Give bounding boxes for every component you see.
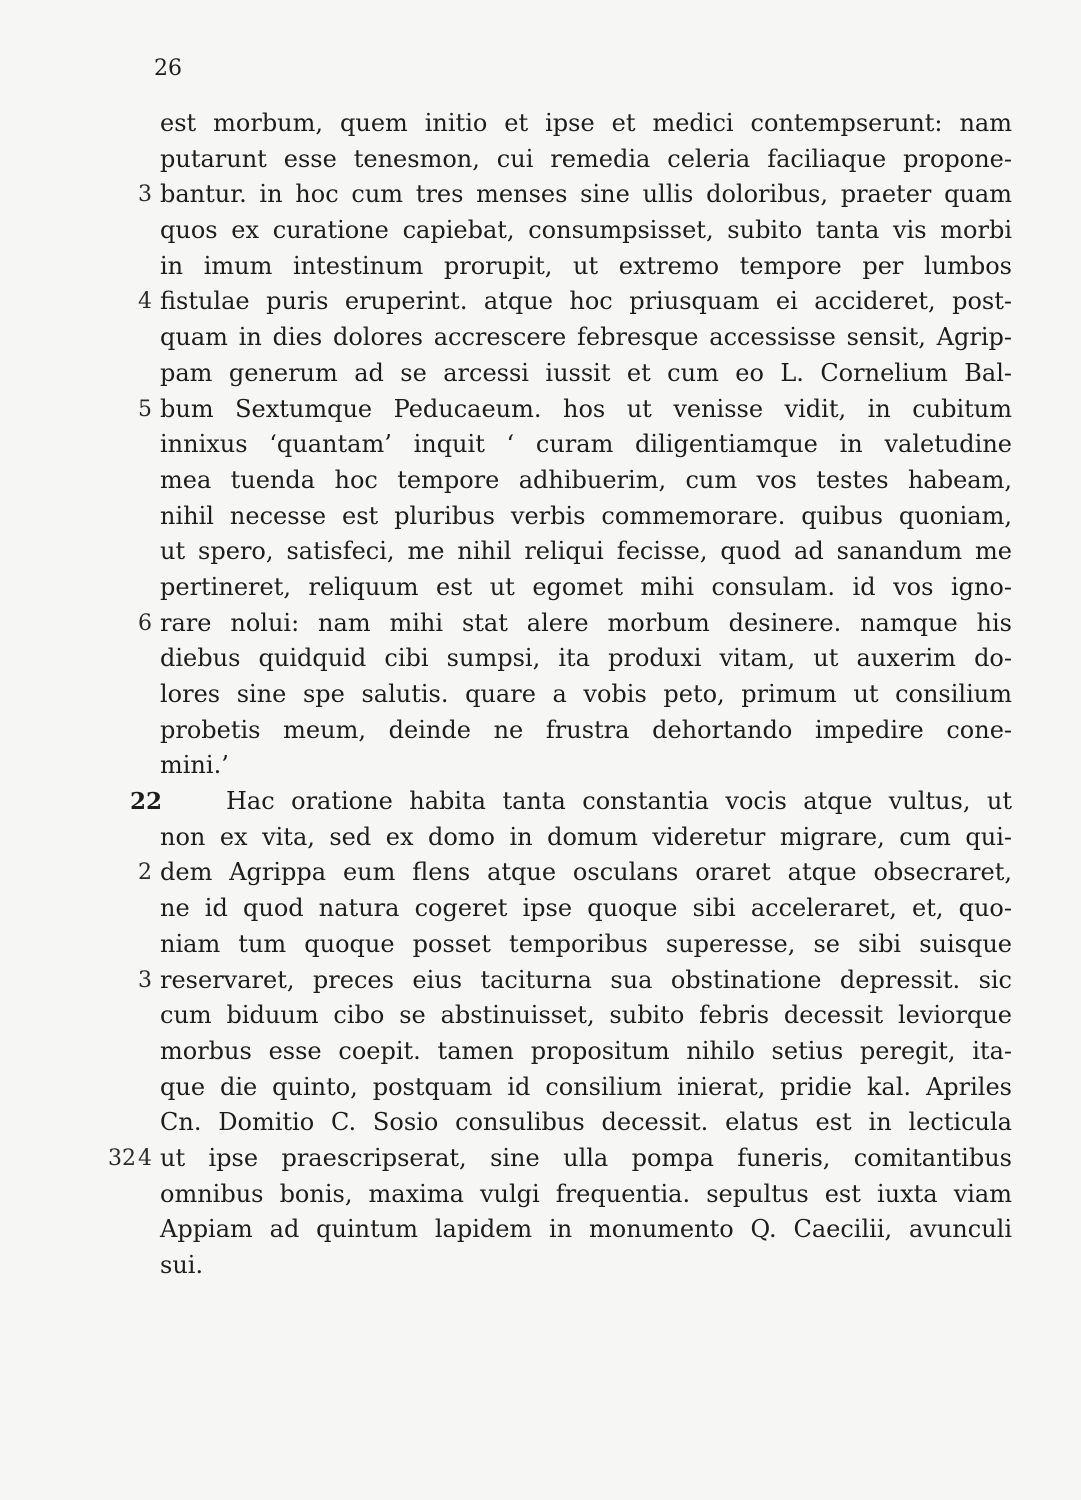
outer-margin-reference: 32 xyxy=(108,1145,136,1171)
line-text: mini.’ xyxy=(160,751,229,780)
text-line xyxy=(0,463,1081,499)
text-line xyxy=(0,677,1081,713)
text-line xyxy=(0,570,1081,606)
section-number: 6 xyxy=(138,610,152,636)
line-text: rare nolui: nam mihi stat alere morbum desinere. namque his xyxy=(160,608,1012,637)
text-line xyxy=(0,427,1081,463)
text-line xyxy=(0,1177,1081,1213)
line-text: ut ipse praescripserat, sine ulla pompa funeris, comitantibus xyxy=(160,1143,1012,1172)
text-line xyxy=(0,320,1081,356)
text-line xyxy=(0,249,1081,285)
text-line xyxy=(0,963,1081,999)
text-line xyxy=(0,998,1081,1034)
line-text: ut spero, satisfeci, me nihil reliqui fecisse, quod ad sanandum me xyxy=(160,537,1012,566)
line-text: lores sine spe salutis. quare a vobis peto, primum ut consilium xyxy=(160,680,1012,708)
text-line xyxy=(0,1212,1081,1248)
text-line xyxy=(0,641,1081,677)
line-text: Appiam ad quintum lapidem in monumento Q. Caecilii, avunculi xyxy=(160,1215,1012,1244)
line-text: reservaret, preces eius taciturna sua obstinatione depressit. sic xyxy=(160,965,1012,994)
text-line xyxy=(0,177,1081,213)
line-text: pam generum ad se arcessi iussit et cum eo L. Cornelium Bal- xyxy=(160,358,1012,387)
line-text: quam in dies dolores accrescere febresque accessisse sensit, Agrip- xyxy=(160,323,1012,352)
line-text: est morbum, quem initio et ipse et medici contempserunt: nam xyxy=(160,109,1012,137)
text-line xyxy=(0,213,1081,249)
line-text: sui. xyxy=(160,1251,204,1279)
line-text: in imum intestinum prorupit, ut extremo tempore per lumbos xyxy=(160,251,1012,280)
line-text: mea tuenda hoc tempore adhibuerim, cum vos testes habeam, xyxy=(160,465,1012,494)
line-text: bum Sextumque Peducaeum. hos ut venisse vidit, in cubitum xyxy=(160,394,1012,423)
line-text: cum biduum cibo se abstinuisset, subito febris decessit leviorque xyxy=(160,1001,1012,1030)
line-text: Cn. Domitio C. Sosio consulibus decessit. elatus est in lecticula xyxy=(160,1108,1012,1137)
line-text: diebus quidquid cibi sumpsi, ita produxi vitam, ut auxerim do- xyxy=(160,644,1012,673)
section-number: 4 xyxy=(138,289,152,315)
text-line xyxy=(0,1070,1081,1106)
text-line xyxy=(0,855,1081,891)
text-line xyxy=(0,713,1081,749)
line-text: innixus ‘quantam’ inquit ‘ curam diligentiamque in valetudine xyxy=(160,430,1012,459)
text-line xyxy=(0,1141,1081,1177)
section-number: 2 xyxy=(138,860,152,886)
section-number: 3 xyxy=(138,967,152,993)
line-text: niam tum quoque posset temporibus superesse, se sibi suisque xyxy=(160,929,1012,958)
line-text: fistulae puris eruperint. atque hoc priusquam ei accideret, post- xyxy=(160,287,1012,316)
chapter-number: 22 xyxy=(130,788,163,816)
text-line xyxy=(0,534,1081,570)
line-text: Hac oratione habita tanta constantia vocis atque vultus, ut xyxy=(226,787,1012,816)
text-line xyxy=(0,392,1081,428)
text-line xyxy=(0,1248,1081,1284)
text-line xyxy=(0,820,1081,856)
text-line xyxy=(0,927,1081,963)
page-number: 26 xyxy=(154,56,182,81)
line-text: omnibus bonis, maxima vulgi frequentia. sepultus est iuxta viam xyxy=(160,1179,1012,1208)
text-line xyxy=(0,106,1081,142)
line-text: non ex vita, sed ex domo in domum videretur migrare, cum qui- xyxy=(160,822,1012,851)
line-text: que die quinto, postquam id consilium inierat, pridie kal. Apriles xyxy=(160,1072,1012,1101)
line-text: pertineret, reliquum est ut egomet mihi consulam. id vos igno- xyxy=(160,572,1012,601)
text-line xyxy=(0,748,1081,784)
line-text: morbus esse coepit. tamen propositum nihilo setius peregit, ita- xyxy=(160,1036,1012,1065)
section-number: 4 xyxy=(138,1145,152,1171)
text-line xyxy=(0,284,1081,320)
line-text: putarunt esse tenesmon, cui remedia celeria faciliaque propone- xyxy=(160,144,1012,173)
line-text: quos ex curatione capiebat, consumpsisset, subito tanta vis morbi xyxy=(160,216,1012,245)
line-text: bantur. in hoc cum tres menses sine ullis doloribus, praeter quam xyxy=(160,180,1012,209)
line-text: nihil necesse est pluribus verbis commemorare. quibus quoniam, xyxy=(160,501,1012,530)
text-line xyxy=(0,891,1081,927)
section-number: 5 xyxy=(138,396,152,422)
text-line xyxy=(0,606,1081,642)
line-text: dem Agrippa eum flens atque osculans oraret atque obsecraret, xyxy=(160,858,1012,887)
text-line xyxy=(0,142,1081,178)
text-line xyxy=(0,1105,1081,1141)
text-line xyxy=(0,356,1081,392)
text-line xyxy=(0,1034,1081,1070)
line-text: probetis meum, deinde ne frustra dehortando impedire cone- xyxy=(160,715,1012,744)
text-line xyxy=(0,499,1081,535)
text-line xyxy=(0,784,1081,820)
section-number: 3 xyxy=(138,182,152,208)
main-text xyxy=(0,106,1081,1284)
line-text: ne id quod natura cogeret ipse quoque sibi acceleraret, et, quo- xyxy=(160,894,1012,923)
